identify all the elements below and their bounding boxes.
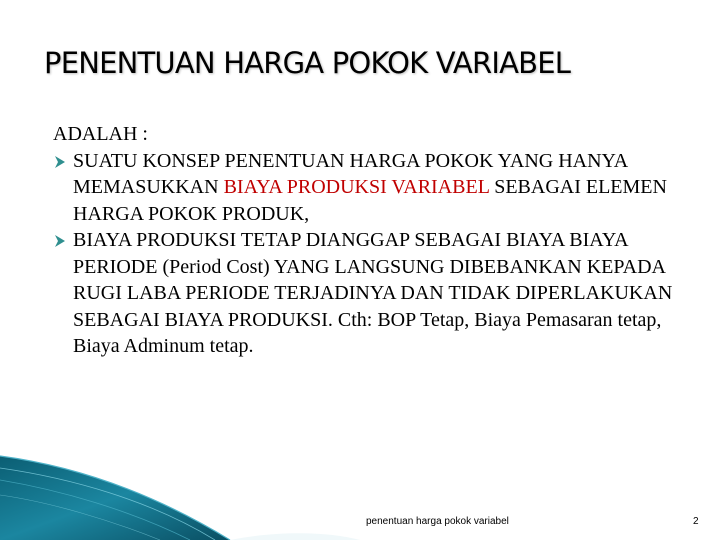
point-2-text: BIAYA PRODUKSI TETAP DIANGGAP SEBAGAI BIAYA BIAYA PERIODE (Period Cost) YANG LANGSUNG DIBEBANKAN KEPADA RUGI LABA PERIODE TERJADINYA DAN TIDAK DIPERLAKUKAN SEBAGAI BIAYA PRODUKSI. Cth: BOP Tetap, Biaya Pemasaran tetap, Biaya Adminum tetap. — [73, 229, 673, 357]
slide-title: PENENTUAN HARGA POKOK VARIABEL — [44, 46, 571, 80]
arrow-bullet-icon — [54, 156, 66, 168]
arrow-bullet-icon — [54, 235, 66, 247]
point-1-highlight: BIAYA PRODUKSI VARIABEL — [223, 176, 490, 198]
footer-text: penentuan harga pokok variabel — [366, 516, 509, 527]
point-1-text-start: SUATU KONSEP PENENTUAN HARGA POKOK YANG HANYA MEMASUKKAN — [73, 149, 628, 198]
bullet-point-2 — [53, 227, 703, 360]
bullet-point-1 — [53, 148, 703, 228]
point-1-text-end: SEBAGAI ELEMEN HARGA POKOK PRODUK, — [73, 176, 667, 225]
intro-text: ADALAH : — [53, 123, 148, 145]
bullet-list — [53, 148, 703, 360]
page-number: 2 — [693, 516, 699, 527]
slide-body — [53, 121, 703, 360]
wave-decoration — [0, 440, 720, 540]
